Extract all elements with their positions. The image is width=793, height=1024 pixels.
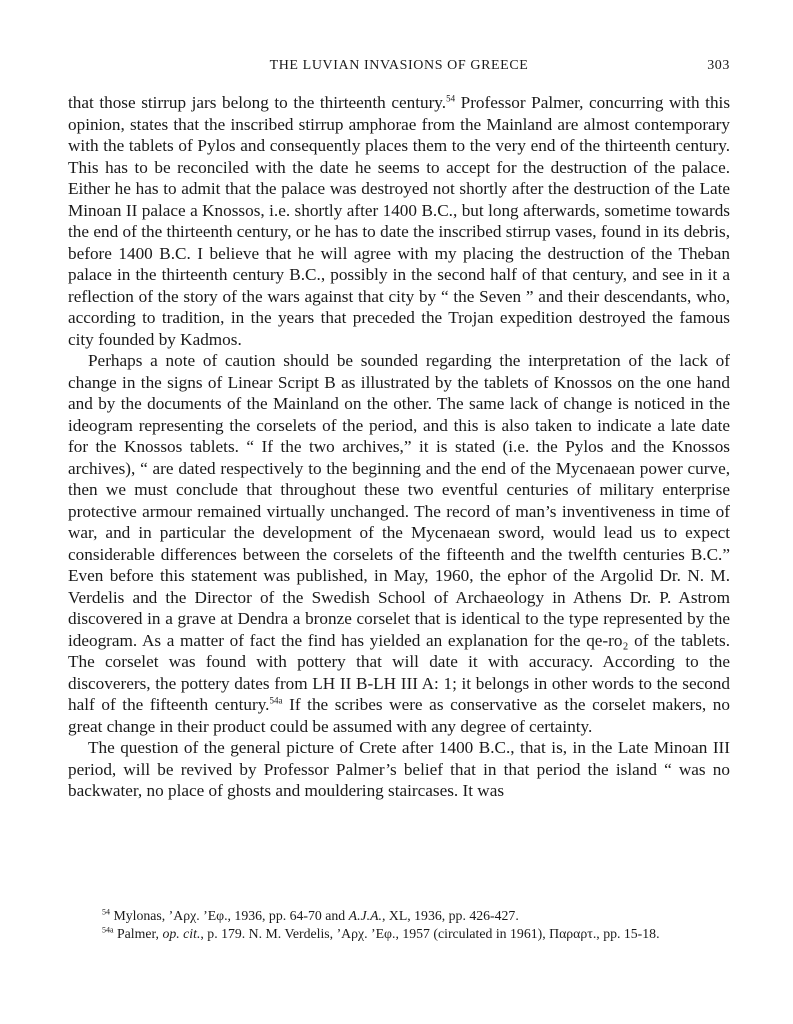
footnote-text: , p. 179. N. M. Verdelis, ’Αρχ. ’Εφ., 1957 (circulated in 1961), Παραρτ., pp. 15-18.	[200, 926, 660, 941]
paragraph-1-text-e: , possibly in the second half of that century, and see in it a reflection of the story of the wars against that city by “ the Seven ” and their descendants, who, according to tradition, in the years that preceded the Trojan expedition destroyed the famous city founded by Kadmos.	[68, 265, 730, 349]
paragraph-2-text-b: ” Even before this statement was published, in May, 1960, the ephor of the Argolid Dr. N. M. Verdelis and the Director of the Swedish School of Archaeology in Athens Dr. P. Astrom discovered in a grave at Dendra a bronze corselet that is identical to the type represented by the ideogram. As a matter of fact the find has yielded an explanation for the qe-ro₂ of the tablets. The corselet was found with pottery that will date it with accuracy. According to the discoverers, the pottery dates from LH II B-LH III A: 1; it belongs in other words to the second half of the fifteenth century.	[68, 544, 730, 714]
running-head	[68, 58, 730, 80]
body-text	[68, 92, 730, 802]
paragraph-1	[68, 92, 730, 350]
paragraph-3-text-a: The question of the general picture of Crete after 1400	[88, 738, 479, 757]
footnote-text: Mylonas, ’Αρχ. ’Εφ., 1936, pp. 64-70 and	[110, 908, 349, 923]
paragraph-2	[68, 350, 730, 737]
journal-title: A.J.A.	[348, 908, 382, 923]
paragraph-1-text-a: that those stirrup jars belong to the thirteenth century.	[68, 93, 447, 112]
page-number: 303	[707, 58, 730, 73]
paragraph-1-text-b: Professor Palmer, concurring with this opinion, states that the inscribed stirrup amphorae from the Mainland are almost contemporary with the tablets of Pylos and consequently places them to the very end of the thirteenth century. This has to be reconciled with the date he seems to accept for the destruction of the palace. Either he has to admit that the palace was destroyed not shortly after the destruction of the Late Minoan II palace a Knossos, i.e. shortly after 1400	[68, 93, 731, 220]
paragraph-1-text-c: , but long afterwards, sometime towards the end of the thirteenth century, or he has to date the inscribed stirrup vases, found in its debris, before 1400	[68, 200, 730, 263]
paragraph-2-text-c: If the scribes were as conservative as the corselet makers, no great change in their product could be assumed with any degree of certainty.	[68, 695, 730, 736]
paragraph-2-text-a: Perhaps a note of caution should be sounded regarding the interpretation of the lack of change in the signs of Linear Script B as illustrated by the tablets of Knossos on the one hand and by the documents of the Mainland on the other. The same lack of change is noticed in the ideogram representing the corselets of the period, and this is also taken to indicate a late date for the Knossos tablets. “ If the two archives,” it is stated (i.e. the Pylos and the Knossos archives), “ are dated respectively to the beginning and the end of the Mycenaean power curve, then we must conclude that throughout these two eventful centuries of military enterprise protective armour remained virtually unchanged. The record of man’s inventiveness in time of war, and in particular the development of the Mycenaean sword, would lead us to expect considerable differences between the corselets of the fifteenth and the twelfth centuries	[68, 351, 730, 564]
footnote-mark: 54	[102, 907, 110, 917]
paragraph-3-text-b: , that is, in the Late Minoan III period, will be revived by Professor Palmer’s belief that in that period the island “ was no backwater, no place of ghosts and mouldering staircases. It was	[68, 738, 730, 800]
bc-abbreviation: B.C.	[289, 265, 321, 284]
footnote-text: , XL, 1936, pp. 426-427.	[381, 908, 519, 923]
op-cit: op. cit.	[162, 926, 201, 941]
footnote-text: Palmer,	[113, 926, 163, 941]
paragraph-1-text-d: I believe that he will agree with my placing the destruction of the Theban palace in the thirteenth century	[68, 243, 730, 284]
footnote-54a	[68, 925, 730, 943]
footnote-reference-54: 54	[446, 93, 456, 104]
footnotes	[68, 907, 730, 943]
running-title: THE LUVIAN INVASIONS OF GREECE	[269, 58, 529, 73]
bc-abbreviation: B.C.	[421, 200, 453, 220]
bc-abbreviation: B.C.	[159, 243, 191, 263]
footnote-mark: 54a	[102, 925, 114, 935]
paragraph-3	[68, 737, 730, 802]
footnote-54	[68, 907, 730, 925]
footnote-reference-54a: 54a	[269, 695, 283, 706]
bc-abbreviation: B.C.	[478, 738, 511, 757]
bc-abbreviation: B.C.	[690, 544, 723, 564]
